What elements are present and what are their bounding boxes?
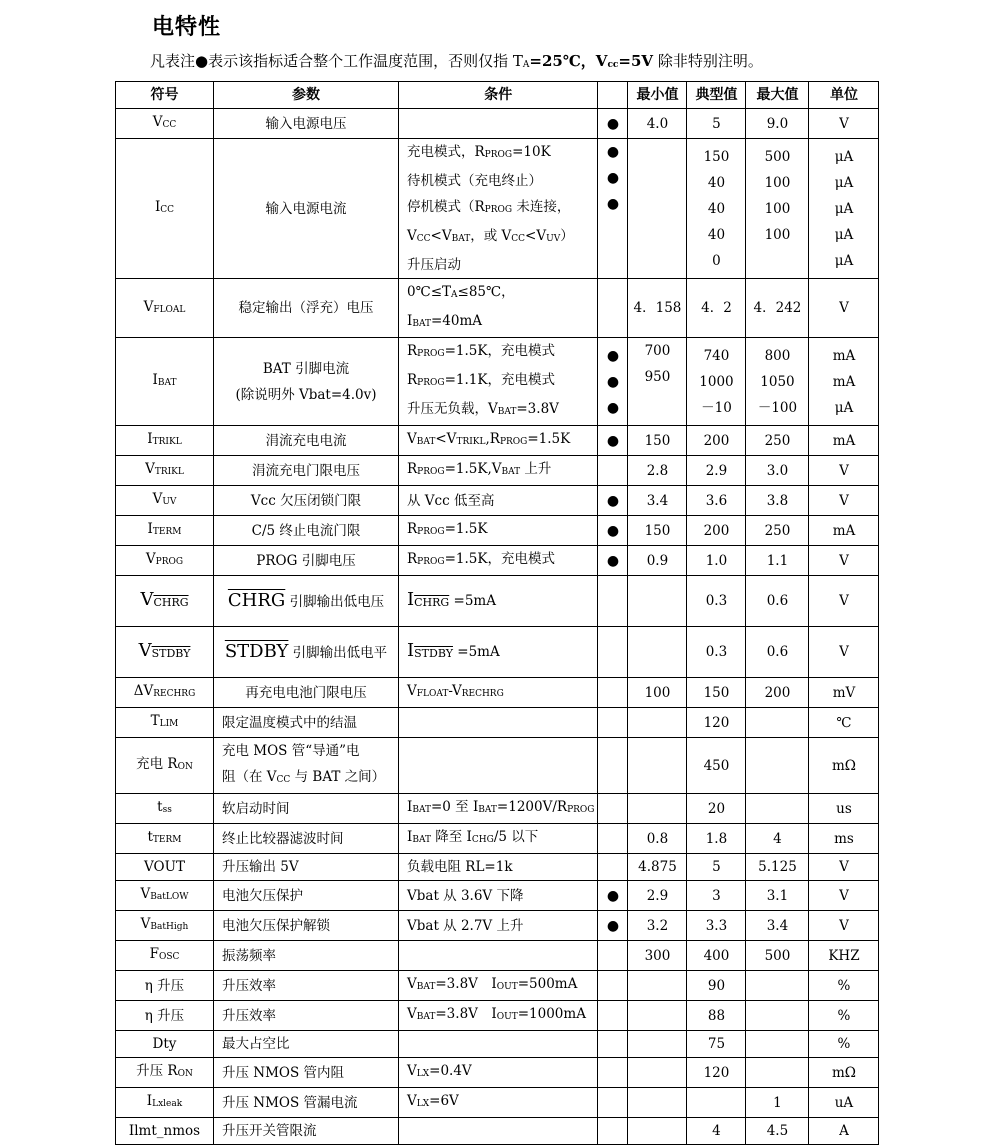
cell-param: 升压 NMOS 管漏电流: [214, 1088, 399, 1118]
table-row: [116, 1058, 879, 1088]
cell-param: 终止比较器滤波时间: [214, 824, 399, 854]
cell-param: 升压开关管限流: [214, 1118, 399, 1145]
cell-typ: 3.3: [687, 911, 746, 941]
cell-max: 3.0: [746, 456, 809, 486]
table-row: [116, 109, 879, 139]
cell-param: 输入电源电流: [214, 139, 399, 279]
cell-dot: ●: [598, 486, 628, 516]
cell-dot: ●: [598, 516, 628, 546]
cell-cond: $I_{STDBY} =5mA$: [399, 627, 598, 678]
cell-min: 3.4: [628, 486, 687, 516]
cell-max: 800 1050 －100: [746, 338, 809, 426]
table-row: [116, 854, 879, 881]
cell-cond: $V_{BAT}=3.8V$ $I_{OUT}=1000mA$: [399, 1001, 598, 1031]
cell-max: 500: [746, 941, 809, 971]
cell-param: 涓流充电门限电压: [214, 456, 399, 486]
cell-typ: 0.3: [687, 576, 746, 627]
cell-param: 最大占空比: [214, 1031, 399, 1058]
cell-unit: ℃: [809, 708, 879, 738]
table-row: [116, 456, 879, 486]
cell-param: PROG 引脚电压: [214, 546, 399, 576]
cell-cond: $V_{FLOAT}-V_{RECHRG}$: [399, 678, 598, 708]
cell-param: C/5 终止电流门限: [214, 516, 399, 546]
cell-min: 150: [628, 426, 687, 456]
cell-typ: 5: [687, 109, 746, 139]
cell-max: 9.0: [746, 109, 809, 139]
cell-min: 0.9: [628, 546, 687, 576]
cell-typ: 5: [687, 854, 746, 881]
cell-param: 振荡频率: [214, 941, 399, 971]
cell-min: 0.8: [628, 824, 687, 854]
cell-unit: mA mA μA: [809, 338, 879, 426]
cell-typ: 200: [687, 426, 746, 456]
cell-max: [746, 738, 809, 794]
table-row: [116, 881, 879, 911]
cell-dot: [598, 941, 628, 971]
table-row: [116, 738, 879, 794]
cell-cond: Vbat 从 3.6V 下降: [399, 881, 598, 911]
cell-cond: $V_{LX}=0.4V$: [399, 1058, 598, 1088]
cell-max: [746, 1001, 809, 1031]
cell-param: BAT 引脚电流 (除说明外 Vbat=4.0v): [214, 338, 399, 426]
cell-dot: [598, 854, 628, 881]
table-row: [116, 139, 879, 279]
cell-unit: us: [809, 794, 879, 824]
cell-typ: 3.6: [687, 486, 746, 516]
cell-param: 输入电源电压: [214, 109, 399, 139]
cell-param: STDBY 引脚输出低电平: [214, 627, 399, 678]
cell-unit: V: [809, 546, 879, 576]
cell-dot: ●: [598, 911, 628, 941]
table-row: [116, 1088, 879, 1118]
cell-max: 0.6: [746, 576, 809, 627]
cell-symbol: Ilmt_nmos: [116, 1118, 214, 1145]
cell-min: [628, 708, 687, 738]
table-row: [116, 576, 879, 627]
cell-param: 电池欠压保护解锁: [214, 911, 399, 941]
cell-max: 1.1: [746, 546, 809, 576]
table-row: [116, 279, 879, 338]
cell-cond: $R_{PROG}=1.5K$，充电模式 $R_{PROG}=1.1K$，充电模式 升压无负载，$V_{BAT}=3.8V$: [399, 338, 598, 426]
table-row: [116, 1031, 879, 1058]
cell-param: 软启动时间: [214, 794, 399, 824]
cell-typ: 75: [687, 1031, 746, 1058]
cell-max: 0.6: [746, 627, 809, 678]
cell-param: 稳定输出（浮充）电压: [214, 279, 399, 338]
cell-min: [628, 794, 687, 824]
header-symbol: 符号: [116, 82, 214, 109]
cell-symbol: $V_{FLOAL}$: [116, 279, 214, 338]
cell-unit: mA: [809, 516, 879, 546]
cell-cond: [399, 1031, 598, 1058]
cell-dot: [598, 1058, 628, 1088]
cell-min: 100: [628, 678, 687, 708]
cell-symbol: $V_{PROG}$: [116, 546, 214, 576]
cell-symbol: $V_{BatLOW}$: [116, 881, 214, 911]
section-title: 电特性: [152, 15, 222, 40]
cell-unit: V: [809, 109, 879, 139]
cell-typ: 2.9: [687, 456, 746, 486]
cell-unit: V: [809, 486, 879, 516]
cell-min: 700 950: [628, 338, 687, 426]
cell-dot: ●: [598, 881, 628, 911]
header-min: 最小值: [628, 82, 687, 109]
cell-max: 4.5: [746, 1118, 809, 1145]
table-row: [116, 486, 879, 516]
cell-min: [628, 1031, 687, 1058]
cell-min: [628, 1118, 687, 1145]
cell-dot: [598, 794, 628, 824]
cell-symbol: $t_{ss}$: [116, 794, 214, 824]
cell-typ: 90: [687, 971, 746, 1001]
cell-typ: 1.8: [687, 824, 746, 854]
header-cond: 条件: [399, 82, 598, 109]
table-row: [116, 1001, 879, 1031]
cell-dot: ●: [598, 546, 628, 576]
cell-param: 升压效率: [214, 971, 399, 1001]
cell-unit: V: [809, 881, 879, 911]
cell-dot: [598, 1088, 628, 1118]
cell-symbol: $t_{TERM}$: [116, 824, 214, 854]
cell-unit: V: [809, 456, 879, 486]
cell-symbol: $T_{LIM}$: [116, 708, 214, 738]
table-row: [116, 546, 879, 576]
cell-dot: [598, 678, 628, 708]
cell-typ: 20: [687, 794, 746, 824]
cell-typ: 88: [687, 1001, 746, 1031]
cell-dot: ●: [598, 109, 628, 139]
cell-symbol: $I_{Lxleak}$: [116, 1088, 214, 1118]
cell-typ: 1.0: [687, 546, 746, 576]
cell-unit: V: [809, 279, 879, 338]
cell-param: 升压 NMOS 管内阻: [214, 1058, 399, 1088]
cell-typ: 400: [687, 941, 746, 971]
cell-unit: V: [809, 854, 879, 881]
cell-min: 150: [628, 516, 687, 546]
cell-param: 充电 MOS 管“导通”电 阻（在 $V_{CC}$ 与 BAT 之间）: [214, 738, 399, 794]
cell-cond: $0℃\le T_A\le 85℃$， $I_{BAT}=40mA$: [399, 279, 598, 338]
cell-min: 4.875: [628, 854, 687, 881]
header-row: [116, 82, 879, 109]
cell-dot: [598, 738, 628, 794]
cell-param: 升压输出 5V: [214, 854, 399, 881]
cell-unit: V: [809, 911, 879, 941]
cell-cond: [399, 941, 598, 971]
cell-param: CHRG 引脚输出低电压: [214, 576, 399, 627]
cell-param: Vcc 欠压闭锁门限: [214, 486, 399, 516]
cell-min: [628, 627, 687, 678]
header-dot: [598, 82, 628, 109]
header-param: 参数: [214, 82, 399, 109]
cell-symbol: $I_{TRIKL}$: [116, 426, 214, 456]
cell-max: 250: [746, 426, 809, 456]
table-row: [116, 794, 879, 824]
cell-dot: [598, 456, 628, 486]
cell-min: [628, 1001, 687, 1031]
table-row: [116, 941, 879, 971]
cell-max: 200: [746, 678, 809, 708]
cell-max: [746, 971, 809, 1001]
cell-param: 电池欠压保护: [214, 881, 399, 911]
cell-cond: [399, 1118, 598, 1145]
cell-symbol: Dty: [116, 1031, 214, 1058]
cell-dot: [598, 279, 628, 338]
header-unit: 单位: [809, 82, 879, 109]
cell-typ: 150: [687, 678, 746, 708]
table-row: [116, 338, 879, 426]
cell-unit: %: [809, 1031, 879, 1058]
cell-dot: ● ● ●: [598, 139, 628, 279]
cell-min: [628, 738, 687, 794]
cell-max: 4: [746, 824, 809, 854]
cell-param: 涓流充电电流: [214, 426, 399, 456]
cell-unit: KHZ: [809, 941, 879, 971]
cell-symbol: $V_{BatHigh}$: [116, 911, 214, 941]
cell-unit: %: [809, 1001, 879, 1031]
table-row: [116, 678, 879, 708]
cell-min: [628, 576, 687, 627]
cell-symbol: $I_{CC}$: [116, 139, 214, 279]
dot-marker: ●: [195, 52, 209, 70]
cell-dot: [598, 576, 628, 627]
cell-symbol: $V_{UV}$: [116, 486, 214, 516]
cell-cond: $R_{PROG}=1.5K,V_{BAT}$ 上升: [399, 456, 598, 486]
cell-symbol: 升压 $R_{ON}$: [116, 1058, 214, 1088]
cell-max: 3.1: [746, 881, 809, 911]
electrical-characteristics-table: [115, 81, 879, 1145]
cell-min: [628, 139, 687, 279]
cell-cond: $R_{PROG}=1.5K$，充电模式: [399, 546, 598, 576]
cell-symbol: $V_{CHRG}$: [116, 576, 214, 627]
cell-cond: 从 Vcc 低至高: [399, 486, 598, 516]
cell-dot: ●: [598, 426, 628, 456]
table-row: [116, 516, 879, 546]
cell-unit: μA μA μA μA μA: [809, 139, 879, 279]
cell-min: 3.2: [628, 911, 687, 941]
cell-typ: 120: [687, 1058, 746, 1088]
cell-max: 4．242: [746, 279, 809, 338]
cell-unit: mA: [809, 426, 879, 456]
cell-param: 再充电电池门限电压: [214, 678, 399, 708]
cell-cond: $I_{BAT}=0$ 至 $I_{BAT}=1200V/R_{PROG}$: [399, 794, 598, 824]
cell-cond: 负载电阻 RL=1k: [399, 854, 598, 881]
table-row: [116, 824, 879, 854]
cell-symbol: 充电 $R_{ON}$: [116, 738, 214, 794]
cell-unit: uA: [809, 1088, 879, 1118]
table-row: [116, 426, 879, 456]
cell-dot: [598, 824, 628, 854]
cell-min: 300: [628, 941, 687, 971]
table-row: [116, 971, 879, 1001]
header-typ: 典型值: [687, 82, 746, 109]
cell-typ: 740 1000 －10: [687, 338, 746, 426]
table-row: [116, 1118, 879, 1145]
cell-max: 250: [746, 516, 809, 546]
cell-dot: [598, 1001, 628, 1031]
cell-unit: mΩ: [809, 738, 879, 794]
cell-unit: ms: [809, 824, 879, 854]
table-row: [116, 911, 879, 941]
cell-cond: $V_{BAT}<V_{TRIKL},R_{PROG}=1.5K$: [399, 426, 598, 456]
cell-max: 5.125: [746, 854, 809, 881]
header-max: 最大值: [746, 82, 809, 109]
cell-symbol: $I_{TERM}$: [116, 516, 214, 546]
cell-dot: [598, 971, 628, 1001]
cell-symbol: η 升压: [116, 971, 214, 1001]
cell-dot: ● ● ●: [598, 338, 628, 426]
cell-unit: A: [809, 1118, 879, 1145]
cell-symbol: $V_{TRIKL}$: [116, 456, 214, 486]
cell-symbol: $\Delta V_{RECHRG}$: [116, 678, 214, 708]
cell-dot: [598, 708, 628, 738]
cell-symbol: $V_{STDBY}$: [116, 627, 214, 678]
cell-cond: [399, 738, 598, 794]
cell-dot: [598, 1118, 628, 1145]
cell-max: [746, 708, 809, 738]
cell-dot: [598, 1031, 628, 1058]
cell-max: 3.4: [746, 911, 809, 941]
cell-unit: %: [809, 971, 879, 1001]
table-note: 凡表注●表示该指标适合整个工作温度范围，否则仅指 $T_A=25℃$，$V_{cc}=5V$ 除非特别注明。: [150, 52, 763, 70]
cell-typ: 4: [687, 1118, 746, 1145]
cell-dot: [598, 627, 628, 678]
cell-typ: 3: [687, 881, 746, 911]
cell-symbol: $I_{BAT}$: [116, 338, 214, 426]
table-row: [116, 627, 879, 678]
cell-typ: [687, 1088, 746, 1118]
cell-typ: 450: [687, 738, 746, 794]
cell-min: [628, 1088, 687, 1118]
cell-typ: 200: [687, 516, 746, 546]
cell-typ: 4．2: [687, 279, 746, 338]
cell-unit: V: [809, 627, 879, 678]
cell-cond: $V_{LX}=6V$: [399, 1088, 598, 1118]
cell-max: 1: [746, 1088, 809, 1118]
cell-cond: $V_{BAT}=3.8V$ $I_{OUT}=500mA$: [399, 971, 598, 1001]
cell-cond: $R_{PROG}=1.5K$: [399, 516, 598, 546]
cell-symbol: η 升压: [116, 1001, 214, 1031]
cell-cond: [399, 109, 598, 139]
cell-unit: V: [809, 576, 879, 627]
cell-symbol: VOUT: [116, 854, 214, 881]
cell-max: 500 100 100 100: [746, 139, 809, 279]
cell-min: [628, 971, 687, 1001]
cell-typ: 0.3: [687, 627, 746, 678]
cell-min: 4.0: [628, 109, 687, 139]
cell-max: [746, 794, 809, 824]
cell-min: 4．158: [628, 279, 687, 338]
cell-param: 限定温度模式中的结温: [214, 708, 399, 738]
cell-symbol: $F_{OSC}$: [116, 941, 214, 971]
cell-param: 升压效率: [214, 1001, 399, 1031]
cell-cond: 充电模式，$R_{PROG}=10K$ 待机模式（充电终止） 停机模式（$R_{PROG}$ 未连接， $V_{CC}<V_{BAT}$，或 $V_{CC}<V_{UV}$） 升压启动: [399, 139, 598, 279]
cell-min: 2.9: [628, 881, 687, 911]
cell-typ: 150 40 40 40 0: [687, 139, 746, 279]
cell-typ: 120: [687, 708, 746, 738]
cell-cond: Vbat 从 2.7V 上升: [399, 911, 598, 941]
cell-cond: [399, 708, 598, 738]
cell-cond: $I_{BAT}$ 降至 $I_{CHG}/5$ 以下: [399, 824, 598, 854]
cell-max: [746, 1031, 809, 1058]
cell-max: 3.8: [746, 486, 809, 516]
table-row: [116, 708, 879, 738]
cell-unit: mΩ: [809, 1058, 879, 1088]
cell-cond: $I_{CHRG} =5mA$: [399, 576, 598, 627]
cell-min: [628, 1058, 687, 1088]
cell-unit: mV: [809, 678, 879, 708]
cell-min: 2.8: [628, 456, 687, 486]
cell-symbol: $V_{CC}$: [116, 109, 214, 139]
cell-max: [746, 1058, 809, 1088]
